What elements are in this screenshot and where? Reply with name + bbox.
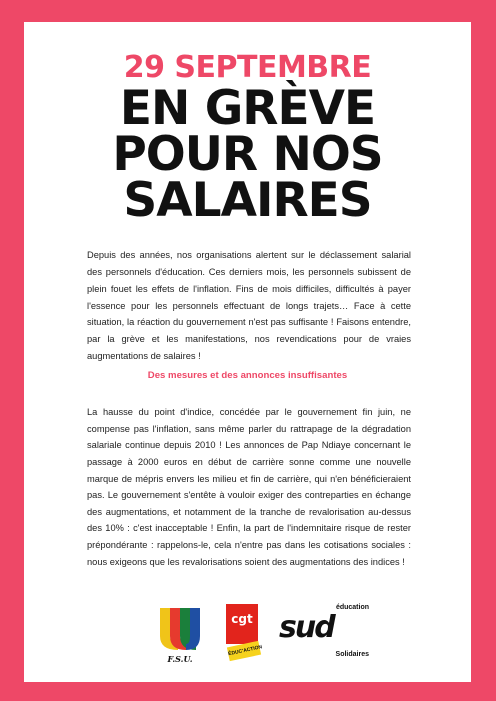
- headline-line-2: POUR NOS: [112, 127, 383, 182]
- cgt-subtitle: ÉDUC'ACTION: [227, 641, 261, 661]
- cgt-wordmark: cgt: [231, 612, 253, 626]
- sud-logo: [279, 604, 369, 662]
- cgt-logo: [222, 604, 262, 660]
- fsu-emblem-icon: [156, 606, 204, 652]
- union-logos: [144, 604, 374, 664]
- strike-date: 29 SEPTEMBRE: [123, 50, 372, 85]
- intro-paragraph: Depuis des années, nos organisations alertent sur le déclassement salarial des personnels d'éducation. Ces derniers mois, les personnels subissent de plein fouet les effets de l'inflation. Fins de mois difficiles, difficultés à payer l'essence pour les personnels effectuant de longs trajets… Face à cette situation, la réaction du gouvernement n'est pas suffisante ! Faisons entendre, par la grève et les manifestations, nos revendications pour de vraies augmentations de salaires !: [87, 250, 411, 362]
- section-title: Des mesures et des annonces insuffisantes: [147, 370, 348, 381]
- fsu-logo: [156, 606, 204, 662]
- headline-line-1: EN GRÈVE: [119, 81, 376, 136]
- sud-education-label: éducation: [335, 604, 369, 611]
- flyer-sheet: [24, 22, 471, 682]
- sud-solidaires-label: Solidaires: [335, 651, 369, 658]
- sud-wordmark: sud: [279, 610, 334, 645]
- section-body: La hausse du point d'indice, concédée par le gouvernement fin juin, ne compense pas l'inflation, sans même parler du rattrapage de la dégradation salariale continue depuis 2010 ! Les annonces de Pap Ndiaye concernant le passage à 2000 euros en début de carrière sonne comme une nouvelle marque de mépris envers les milieu et fin de carrière, qui n'en bénéficieraient pas. Le gouvernement s'entête à vouloir exiger des contreparties en échange des augmentations, et notamment de la tranche de revalorisation au-dessus des 10% : c'est inacceptable ! Enfin, la part de l'indemnitaire risque de rester prépondérante : rappelons-le, cela n'entre pas dans les cotisations sociales : nous exigeons que les revalorisations soient des augmentations des indices !: [87, 407, 411, 567]
- fsu-caption: F.S.U.: [167, 654, 193, 664]
- headline-line-3: SALAIRES: [123, 173, 372, 228]
